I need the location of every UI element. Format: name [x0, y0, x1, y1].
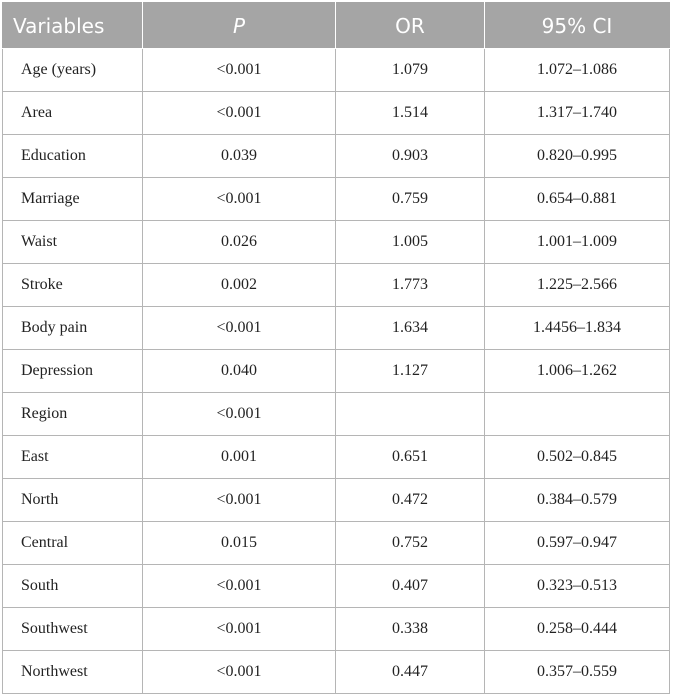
cell-odds-ratio: 1.127 — [336, 350, 485, 393]
cell-variable: Central — [3, 522, 143, 565]
cell-variable: Body pain — [3, 307, 143, 350]
cell-variable: South — [3, 565, 143, 608]
header-or: OR — [336, 3, 485, 49]
table-row — [3, 651, 670, 694]
cell-variable: Region — [3, 393, 143, 436]
cell-odds-ratio: 0.338 — [336, 608, 485, 651]
cell-p-value: <0.001 — [143, 479, 336, 522]
table-row — [3, 350, 670, 393]
cell-variable: Depression — [3, 350, 143, 393]
cell-confidence-interval: 1.001–1.009 — [485, 221, 670, 264]
cell-confidence-interval: 1.225–2.566 — [485, 264, 670, 307]
table-row — [3, 436, 670, 479]
regression-table — [2, 2, 670, 694]
table-row — [3, 608, 670, 651]
cell-p-value: <0.001 — [143, 651, 336, 694]
table-row — [3, 479, 670, 522]
table-row — [3, 522, 670, 565]
cell-variable: North — [3, 479, 143, 522]
cell-p-value: <0.001 — [143, 565, 336, 608]
header-p: P — [143, 3, 336, 49]
cell-odds-ratio: 0.903 — [336, 135, 485, 178]
cell-confidence-interval: 0.384–0.579 — [485, 479, 670, 522]
table-row — [3, 135, 670, 178]
table-row — [3, 264, 670, 307]
cell-confidence-interval: 1.317–1.740 — [485, 92, 670, 135]
table-row — [3, 393, 670, 436]
cell-confidence-interval: 0.654–0.881 — [485, 178, 670, 221]
table-header — [3, 3, 670, 49]
header-ci: 95% CI — [485, 3, 670, 49]
cell-odds-ratio — [336, 393, 485, 436]
cell-variable: Southwest — [3, 608, 143, 651]
cell-odds-ratio: 1.634 — [336, 307, 485, 350]
table-row — [3, 49, 670, 92]
cell-confidence-interval: 1.006–1.262 — [485, 350, 670, 393]
cell-p-value: <0.001 — [143, 608, 336, 651]
cell-variable: Age (years) — [3, 49, 143, 92]
cell-odds-ratio: 0.651 — [336, 436, 485, 479]
cell-p-value: 0.001 — [143, 436, 336, 479]
cell-odds-ratio: 1.005 — [336, 221, 485, 264]
table-row — [3, 221, 670, 264]
cell-p-value: <0.001 — [143, 307, 336, 350]
cell-variable: Education — [3, 135, 143, 178]
cell-odds-ratio: 1.079 — [336, 49, 485, 92]
cell-confidence-interval: 0.357–0.559 — [485, 651, 670, 694]
cell-odds-ratio: 0.759 — [336, 178, 485, 221]
cell-confidence-interval: 1.072–1.086 — [485, 49, 670, 92]
cell-p-value: 0.026 — [143, 221, 336, 264]
cell-confidence-interval: 0.323–0.513 — [485, 565, 670, 608]
cell-odds-ratio: 0.472 — [336, 479, 485, 522]
table-row — [3, 178, 670, 221]
cell-p-value: <0.001 — [143, 178, 336, 221]
cell-odds-ratio: 0.447 — [336, 651, 485, 694]
header-row — [3, 3, 670, 49]
cell-p-value: 0.015 — [143, 522, 336, 565]
cell-odds-ratio: 1.514 — [336, 92, 485, 135]
cell-p-value: 0.040 — [143, 350, 336, 393]
table-row — [3, 92, 670, 135]
cell-p-value: <0.001 — [143, 92, 336, 135]
cell-variable: Marriage — [3, 178, 143, 221]
table-row — [3, 565, 670, 608]
cell-odds-ratio: 1.773 — [336, 264, 485, 307]
cell-variable: Stroke — [3, 264, 143, 307]
cell-p-value: 0.039 — [143, 135, 336, 178]
table-body — [3, 49, 670, 694]
cell-variable: East — [3, 436, 143, 479]
cell-confidence-interval: 0.502–0.845 — [485, 436, 670, 479]
regression-table-container — [2, 2, 669, 694]
cell-p-value: <0.001 — [143, 49, 336, 92]
cell-confidence-interval: 0.258–0.444 — [485, 608, 670, 651]
header-variables: Variables — [3, 3, 143, 49]
cell-variable: Northwest — [3, 651, 143, 694]
cell-odds-ratio: 0.752 — [336, 522, 485, 565]
cell-confidence-interval: 0.597–0.947 — [485, 522, 670, 565]
table-row — [3, 307, 670, 350]
cell-confidence-interval: 0.820–0.995 — [485, 135, 670, 178]
cell-odds-ratio: 0.407 — [336, 565, 485, 608]
cell-confidence-interval — [485, 393, 670, 436]
cell-variable: Waist — [3, 221, 143, 264]
cell-p-value: 0.002 — [143, 264, 336, 307]
cell-confidence-interval: 1.4456–1.834 — [485, 307, 670, 350]
cell-p-value: <0.001 — [143, 393, 336, 436]
cell-variable: Area — [3, 92, 143, 135]
